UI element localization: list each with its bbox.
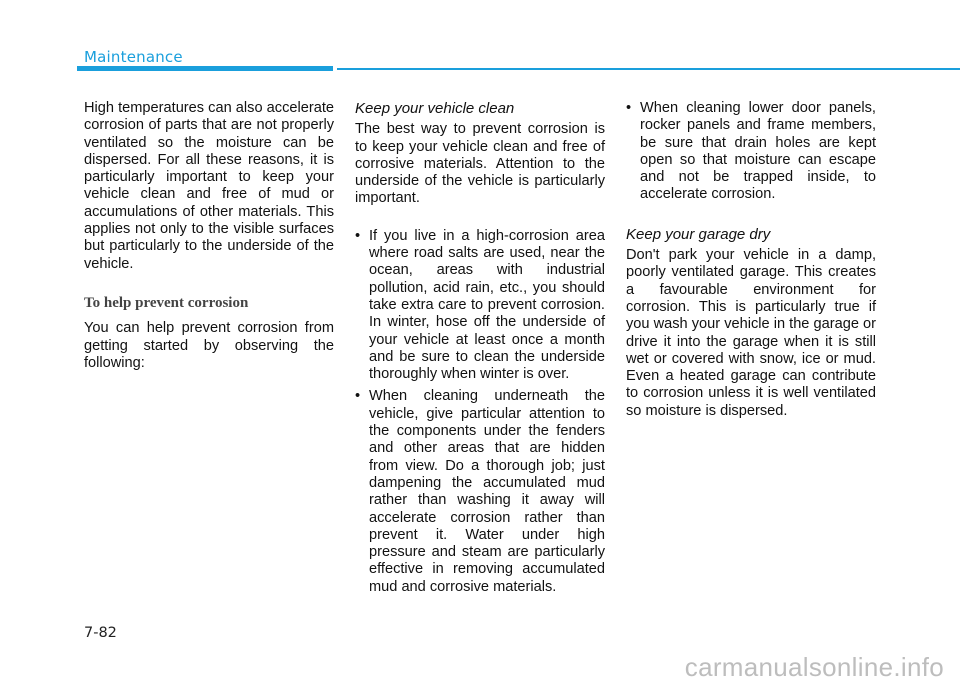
keep-clean-paragraph: The best way to prevent corrosion is to keep your vehicle clean and free of corrosive materials. Attention to the underside of the vehicle is particularly important.	[355, 121, 605, 207]
column-left	[84, 100, 334, 372]
list-item: • If you live in a high-corrosion area where road salts are used, near the ocean, areas with industrial pollution, acid rain, etc., you should take extra care to prevent corrosion. In winter, hose off the underside of your vehicle at least once a month and be sure to clean the underside thoroughly when winter is over.	[355, 228, 605, 384]
header-rule-thin	[337, 68, 960, 70]
header-rule-thick	[77, 66, 333, 71]
column-right	[626, 100, 876, 420]
prevent-corrosion-heading: To help prevent corrosion	[84, 294, 249, 311]
prevent-corrosion-paragraph: You can help prevent corrosion from getting started by observing the following:	[84, 320, 334, 371]
list-item: • When cleaning underneath the vehicle, give particular attention to the components under the fenders and other areas that are hidden from view. Do a thorough job; just dampening the accumulated mud rather than washing it away will accelerate corrosion rather than prevent it. Water under high pressure and steam are particularly effective in removing accumulated mud and corrosive materials.	[355, 388, 605, 596]
keep-clean-heading: Keep your vehicle clean	[355, 100, 515, 117]
watermark: carmanualsonline.info	[684, 652, 944, 682]
list-item: • When cleaning lower door panels, rocker panels and frame members, be sure that drain holes are kept open so that moisture can escape and not be trapped inside, to accelerate corrosion.	[626, 100, 876, 204]
section-title: Maintenance	[84, 48, 183, 66]
column-middle	[355, 100, 605, 596]
garage-dry-paragraph: Don't park your vehicle in a damp, poorly ventilated garage. This creates a favourable environment for corrosion. This is particularly true if you wash your vehicle in the garage or drive it into the garage when it is still wet or covered with snow, ice or mud. Even a heated garage can contribute to corrosion unless it is well ventilated so moisture is dispersed.	[626, 247, 876, 419]
page-number: 7-82	[84, 625, 117, 641]
door-panels-list	[626, 100, 876, 204]
garage-dry-heading: Keep your garage dry	[626, 225, 771, 243]
intro-paragraph: High temperatures can also accelerate corrosion of parts that are not properly ventilated so the moisture can be dispersed. For all these reasons, it is particularly important to keep your vehicle clean and free of mud or accumulations of other materials. This applies not only to the visible surfaces but particularly to the underside of the vehicle.	[84, 100, 334, 272]
keep-clean-list	[355, 228, 605, 596]
